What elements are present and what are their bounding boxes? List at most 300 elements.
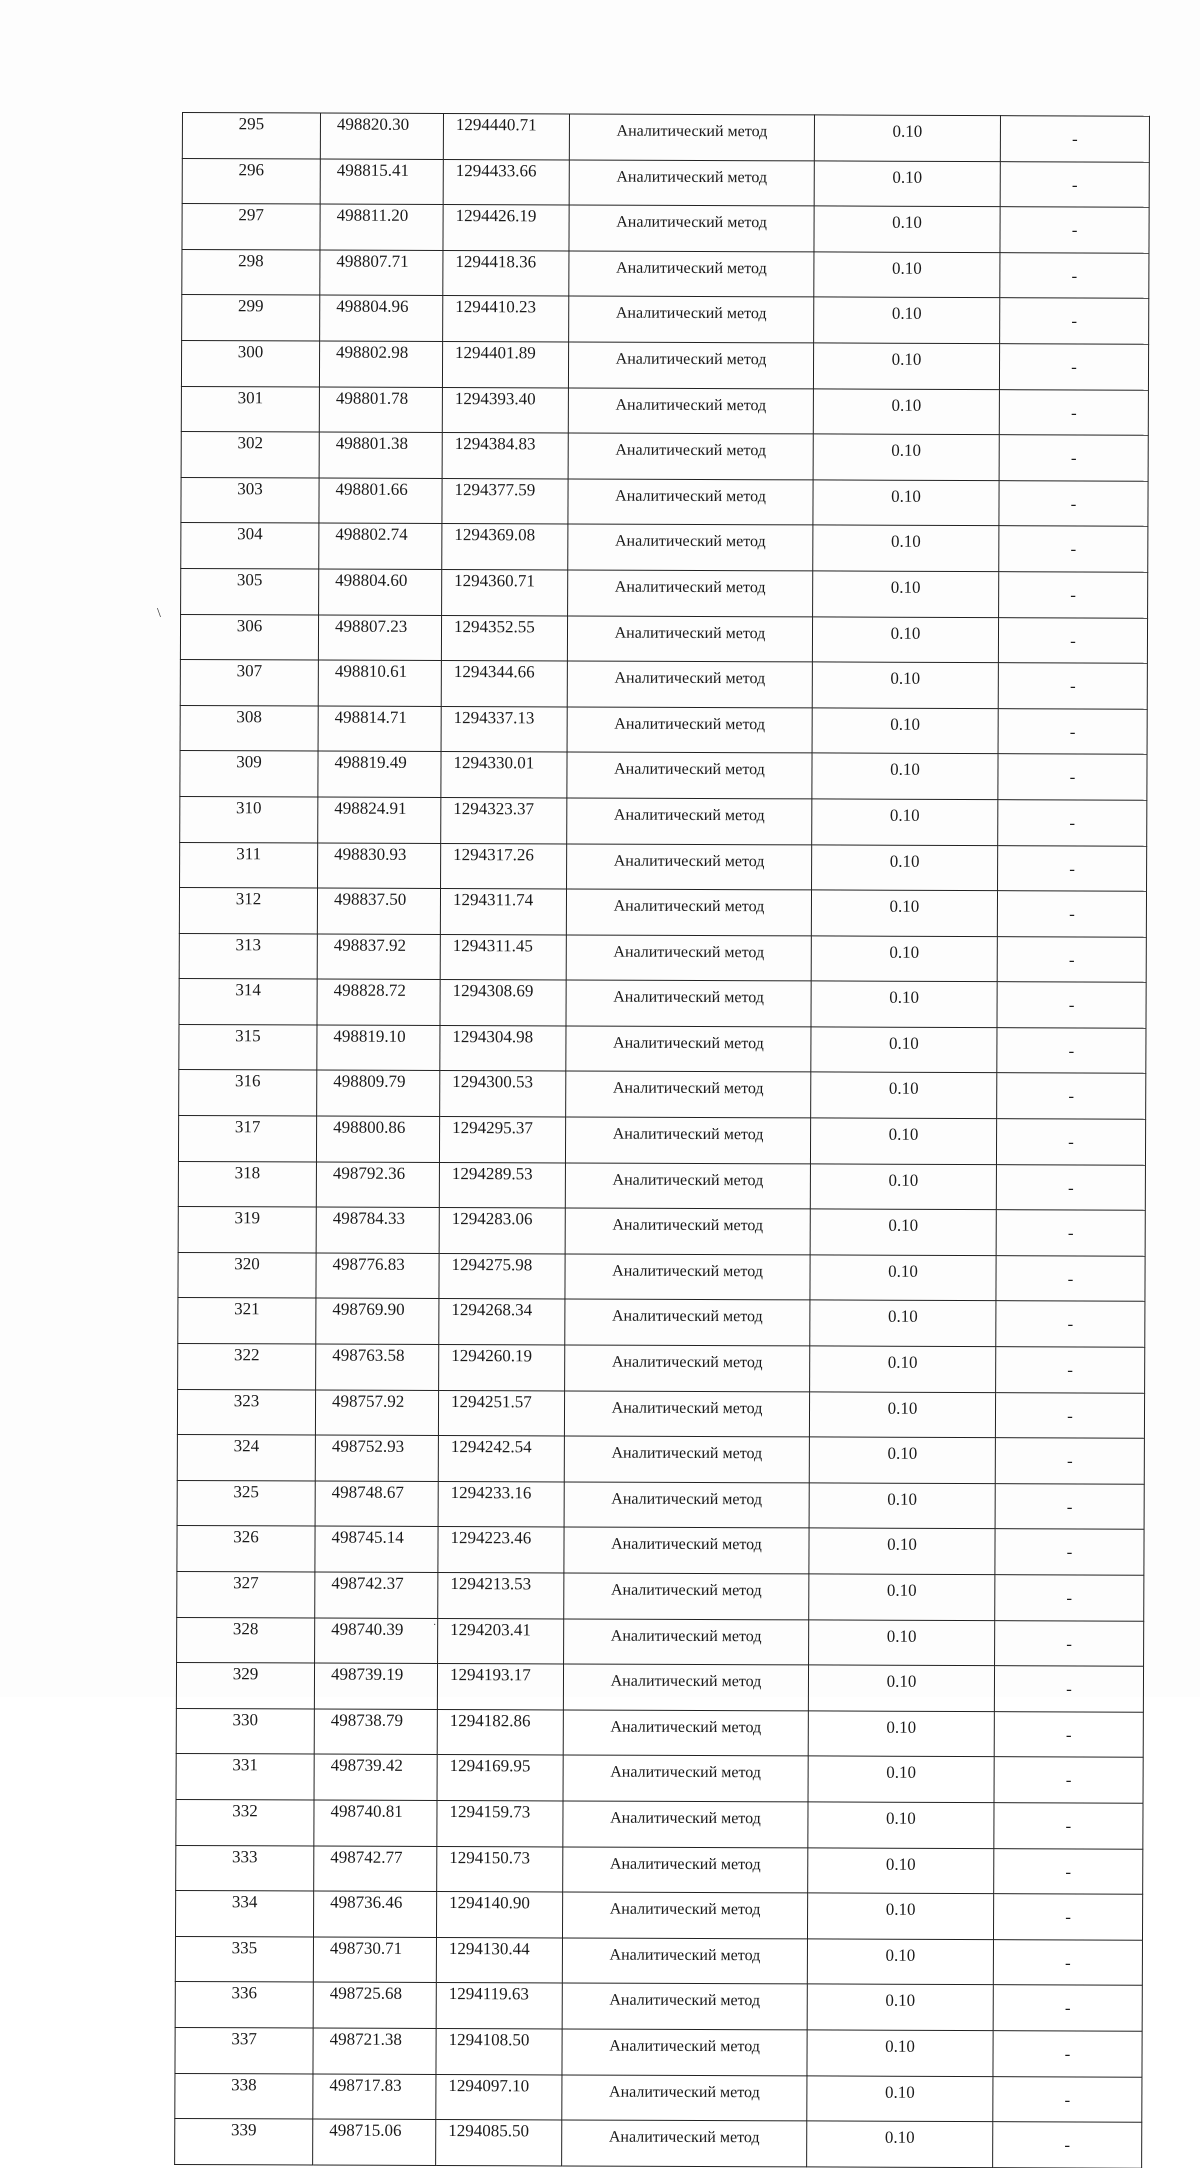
- note-cell: -: [997, 1073, 1146, 1119]
- x-coordinate-cell: 498739.19: [314, 1663, 437, 1709]
- accuracy-cell: 0.10: [814, 115, 1000, 161]
- note-cell: -: [994, 1848, 1143, 1894]
- table-row: [178, 1161, 1145, 1210]
- note-cell: -: [997, 982, 1146, 1028]
- point-number-cell: 299: [182, 295, 320, 341]
- y-coordinate-cell: 1294426.19: [443, 205, 569, 251]
- method-cell: Аналитический метод: [567, 707, 812, 754]
- note-cell: -: [998, 708, 1147, 754]
- point-number-cell: 316: [179, 1070, 317, 1116]
- accuracy-cell: 0.10: [814, 252, 1000, 298]
- table-row: [175, 2119, 1142, 2168]
- point-number-cell: 302: [181, 432, 319, 478]
- note-cell: -: [998, 663, 1147, 709]
- x-coordinate-cell: 498769.90: [316, 1298, 439, 1344]
- method-cell: Аналитический метод: [564, 1391, 809, 1438]
- accuracy-cell: 0.10: [813, 388, 999, 434]
- method-cell: Аналитический метод: [567, 616, 812, 663]
- accuracy-cell: 0.10: [809, 1392, 995, 1438]
- x-coordinate-cell: 498811.20: [320, 204, 443, 250]
- y-coordinate-cell: 1294159.73: [437, 1800, 563, 1846]
- point-number-cell: 332: [176, 1799, 314, 1845]
- table-row: [179, 1070, 1146, 1119]
- point-number-cell: 304: [181, 523, 319, 569]
- table-row: [180, 796, 1147, 845]
- note-cell: -: [998, 845, 1147, 891]
- method-cell: Аналитический метод: [569, 160, 814, 207]
- table-row: [179, 1024, 1146, 1073]
- table-row: [178, 1344, 1145, 1393]
- accuracy-cell: 0.10: [809, 1437, 995, 1483]
- table-row: [182, 113, 1149, 162]
- accuracy-cell: 0.10: [809, 1620, 995, 1666]
- table-row: [178, 1207, 1145, 1256]
- method-cell: Аналитический метод: [562, 2120, 807, 2167]
- point-number-cell: 334: [175, 1891, 313, 1937]
- y-coordinate-cell: 1294300.53: [440, 1071, 566, 1117]
- method-cell: Аналитический метод: [569, 296, 814, 343]
- y-coordinate-cell: 1294393.40: [442, 387, 568, 433]
- table-row: [177, 1389, 1144, 1438]
- method-cell: Аналитический метод: [568, 479, 813, 526]
- y-coordinate-cell: 1294108.50: [436, 2028, 562, 2074]
- x-coordinate-cell: 498830.93: [318, 843, 441, 889]
- y-coordinate-cell: 1294330.01: [441, 752, 567, 798]
- accuracy-cell: 0.10: [807, 1939, 993, 1985]
- y-coordinate-cell: 1294433.66: [443, 159, 569, 205]
- table-row: [177, 1435, 1144, 1484]
- y-coordinate-cell: 1294193.17: [437, 1664, 563, 1710]
- method-cell: Аналитический метод: [563, 1664, 808, 1711]
- note-cell: -: [996, 1210, 1145, 1256]
- point-number-cell: 327: [177, 1571, 315, 1617]
- x-coordinate-cell: 498810.61: [318, 660, 441, 706]
- accuracy-cell: 0.10: [807, 1893, 993, 1939]
- y-coordinate-cell: 1294203.41: [438, 1618, 564, 1664]
- y-coordinate-cell: 1294418.36: [443, 250, 569, 296]
- note-cell: -: [999, 526, 1148, 572]
- point-number-cell: 329: [176, 1663, 314, 1709]
- accuracy-cell: 0.10: [813, 480, 999, 526]
- method-cell: Аналитический метод: [565, 1163, 810, 1210]
- note-cell: -: [999, 480, 1148, 526]
- accuracy-cell: 0.10: [811, 890, 997, 936]
- table-row: [180, 705, 1147, 754]
- method-cell: Аналитический метод: [562, 2029, 807, 2076]
- y-coordinate-cell: 1294337.13: [441, 706, 567, 752]
- accuracy-cell: 0.10: [807, 2075, 993, 2121]
- method-cell: Аналитический метод: [563, 1710, 808, 1757]
- note-cell: -: [996, 1164, 1145, 1210]
- x-coordinate-cell: 498837.50: [317, 888, 440, 934]
- method-cell: Аналитический метод: [568, 524, 813, 571]
- x-coordinate-cell: 498815.41: [320, 159, 443, 205]
- x-coordinate-cell: 498824.91: [318, 797, 441, 843]
- method-cell: Аналитический метод: [566, 935, 811, 982]
- coordinates-table-body: [175, 113, 1150, 2168]
- table-row: [177, 1571, 1144, 1620]
- x-coordinate-cell: 498742.37: [315, 1572, 438, 1618]
- note-cell: -: [993, 2031, 1142, 2077]
- x-coordinate-cell: 498748.67: [315, 1481, 438, 1527]
- note-cell: -: [999, 389, 1148, 435]
- table-row: [178, 1298, 1145, 1347]
- accuracy-cell: 0.10: [809, 1483, 995, 1529]
- table-row: [176, 1799, 1143, 1848]
- table-row: [175, 1891, 1142, 1940]
- y-coordinate-cell: 1294085.50: [436, 2120, 562, 2166]
- y-coordinate-cell: 1294130.44: [436, 1937, 562, 1983]
- method-cell: Аналитический метод: [568, 433, 813, 480]
- accuracy-cell: 0.10: [809, 1528, 995, 1574]
- x-coordinate-cell: 498736.46: [313, 1891, 436, 1937]
- y-coordinate-cell: 1294295.37: [439, 1117, 565, 1163]
- point-number-cell: 328: [177, 1617, 315, 1663]
- accuracy-cell: 0.10: [807, 2030, 993, 2076]
- x-coordinate-cell: 498820.30: [320, 113, 443, 159]
- table-row: [177, 1480, 1144, 1529]
- table-row: [179, 888, 1146, 937]
- x-coordinate-cell: 498721.38: [313, 2028, 436, 2074]
- table-row: [180, 614, 1147, 663]
- coordinates-table: [174, 112, 1150, 2168]
- scan-mark: \: [157, 606, 161, 621]
- method-cell: Аналитический метод: [565, 1254, 810, 1301]
- point-number-cell: 297: [182, 204, 320, 250]
- accuracy-cell: 0.10: [813, 434, 999, 480]
- method-cell: Аналитический метод: [564, 1436, 809, 1483]
- note-cell: -: [998, 617, 1147, 663]
- point-number-cell: 314: [179, 979, 317, 1025]
- table-row: [175, 1936, 1142, 1985]
- table-row: [175, 1982, 1142, 2031]
- y-coordinate-cell: 1294140.90: [436, 1892, 562, 1938]
- y-coordinate-cell: 1294213.53: [438, 1572, 564, 1618]
- point-number-cell: 326: [177, 1526, 315, 1572]
- note-cell: -: [997, 936, 1146, 982]
- accuracy-cell: 0.10: [812, 799, 998, 845]
- point-number-cell: 311: [180, 842, 318, 888]
- note-cell: -: [995, 1575, 1144, 1621]
- method-cell: Аналитический метод: [565, 1345, 810, 1392]
- method-cell: Аналитический метод: [564, 1482, 809, 1529]
- method-cell: Аналитический метод: [562, 2075, 807, 2122]
- table-row: [181, 523, 1148, 572]
- accuracy-cell: 0.10: [810, 1164, 996, 1210]
- accuracy-cell: 0.10: [810, 1209, 996, 1255]
- note-cell: -: [996, 1119, 1145, 1165]
- note-cell: -: [997, 1028, 1146, 1074]
- y-coordinate-cell: 1294150.73: [437, 1846, 563, 1892]
- table-row: [181, 568, 1148, 617]
- note-cell: -: [995, 1483, 1144, 1529]
- y-coordinate-cell: 1294289.53: [439, 1162, 565, 1208]
- accuracy-cell: 0.10: [809, 1574, 995, 1620]
- y-coordinate-cell: 1294275.98: [439, 1253, 565, 1299]
- table-row: [178, 1116, 1145, 1165]
- x-coordinate-cell: 498801.66: [319, 478, 442, 524]
- note-cell: -: [997, 891, 1146, 937]
- point-number-cell: 323: [177, 1389, 315, 1435]
- x-coordinate-cell: 498828.72: [317, 979, 440, 1025]
- x-coordinate-cell: 498801.38: [319, 432, 442, 478]
- note-cell: -: [994, 1711, 1143, 1757]
- note-cell: -: [994, 1757, 1143, 1803]
- point-number-cell: 307: [180, 660, 318, 706]
- method-cell: Аналитический метод: [562, 1983, 807, 2030]
- note-cell: -: [993, 1894, 1142, 1940]
- x-coordinate-cell: 498739.42: [314, 1754, 437, 1800]
- method-cell: Аналитический метод: [565, 1117, 810, 1164]
- accuracy-cell: 0.10: [808, 1847, 994, 1893]
- y-coordinate-cell: 1294317.26: [441, 843, 567, 889]
- x-coordinate-cell: 498776.83: [316, 1253, 439, 1299]
- y-coordinate-cell: 1294268.34: [439, 1299, 565, 1345]
- y-coordinate-cell: 1294233.16: [438, 1481, 564, 1527]
- note-cell: -: [996, 1301, 1145, 1347]
- method-cell: Аналитический метод: [566, 889, 811, 936]
- y-coordinate-cell: 1294119.63: [436, 1983, 562, 2029]
- x-coordinate-cell: 498804.96: [320, 295, 443, 341]
- point-number-cell: 331: [176, 1754, 314, 1800]
- point-number-cell: 305: [181, 568, 319, 614]
- point-number-cell: 295: [182, 113, 320, 159]
- point-number-cell: 333: [176, 1845, 314, 1891]
- point-number-cell: 312: [179, 888, 317, 934]
- note-cell: -: [995, 1392, 1144, 1438]
- y-coordinate-cell: 1294311.74: [440, 889, 566, 935]
- y-coordinate-cell: 1294410.23: [443, 296, 569, 342]
- method-cell: Аналитический метод: [565, 1208, 810, 1255]
- method-cell: Аналитический метод: [564, 1527, 809, 1574]
- y-coordinate-cell: 1294283.06: [439, 1208, 565, 1254]
- table-row: [182, 295, 1149, 344]
- method-cell: Аналитический метод: [569, 114, 814, 161]
- accuracy-cell: 0.10: [810, 1300, 996, 1346]
- table-row: [180, 842, 1147, 891]
- method-cell: Аналитический метод: [562, 1892, 807, 1939]
- x-coordinate-cell: 498757.92: [315, 1390, 438, 1436]
- accuracy-cell: 0.10: [814, 297, 1000, 343]
- method-cell: Аналитический метод: [566, 980, 811, 1027]
- y-coordinate-cell: 1294384.83: [442, 433, 568, 479]
- x-coordinate-cell: 498819.49: [318, 751, 441, 797]
- point-number-cell: 319: [178, 1207, 316, 1253]
- method-cell: Аналитический метод: [567, 798, 812, 845]
- method-cell: Аналитический метод: [567, 843, 812, 890]
- accuracy-cell: 0.10: [808, 1665, 994, 1711]
- accuracy-cell: 0.10: [812, 616, 998, 662]
- method-cell: Аналитический метод: [567, 752, 812, 799]
- point-number-cell: 330: [176, 1708, 314, 1754]
- note-cell: -: [993, 2076, 1142, 2122]
- x-coordinate-cell: 498807.23: [318, 615, 441, 661]
- x-coordinate-cell: 498738.79: [314, 1709, 437, 1755]
- point-number-cell: 337: [175, 2027, 313, 2073]
- x-coordinate-cell: 498742.77: [314, 1846, 437, 1892]
- note-cell: -: [1000, 207, 1149, 253]
- note-cell: -: [996, 1347, 1145, 1393]
- scan-mark: ·: [433, 1620, 437, 1631]
- y-coordinate-cell: 1294308.69: [440, 980, 566, 1026]
- point-number-cell: 338: [175, 2073, 313, 2119]
- x-coordinate-cell: 498715.06: [313, 2119, 436, 2165]
- note-cell: -: [1000, 252, 1149, 298]
- y-coordinate-cell: 1294401.89: [442, 341, 568, 387]
- y-coordinate-cell: 1294097.10: [436, 2074, 562, 2120]
- table-row: [175, 2073, 1142, 2122]
- y-coordinate-cell: 1294304.98: [440, 1025, 566, 1071]
- x-coordinate-cell: 498730.71: [313, 1937, 436, 1983]
- method-cell: Аналитический метод: [566, 1026, 811, 1073]
- accuracy-cell: 0.10: [810, 1255, 996, 1301]
- accuracy-cell: 0.10: [812, 753, 998, 799]
- x-coordinate-cell: 498804.60: [319, 569, 442, 615]
- table-row: [176, 1708, 1143, 1757]
- y-coordinate-cell: 1294260.19: [439, 1345, 565, 1391]
- method-cell: Аналитический метод: [563, 1801, 808, 1848]
- table-row: [180, 660, 1147, 709]
- note-cell: -: [998, 754, 1147, 800]
- accuracy-cell: 0.10: [811, 1072, 997, 1118]
- point-number-cell: 296: [182, 158, 320, 204]
- table-row: [182, 158, 1149, 207]
- point-number-cell: 308: [180, 705, 318, 751]
- table-row: [181, 386, 1148, 435]
- x-coordinate-cell: 498725.68: [313, 1982, 436, 2028]
- point-number-cell: 320: [178, 1252, 316, 1298]
- table-row: [177, 1526, 1144, 1575]
- point-number-cell: 310: [180, 796, 318, 842]
- note-cell: -: [999, 344, 1148, 390]
- accuracy-cell: 0.10: [813, 571, 999, 617]
- accuracy-cell: 0.10: [813, 343, 999, 389]
- accuracy-cell: 0.10: [807, 1984, 993, 2030]
- y-coordinate-cell: 1294352.55: [441, 615, 567, 661]
- note-cell: -: [999, 435, 1148, 481]
- y-coordinate-cell: 1294223.46: [438, 1527, 564, 1573]
- x-coordinate-cell: 498740.39: [315, 1618, 438, 1664]
- x-coordinate-cell: 498802.74: [319, 523, 442, 569]
- note-cell: -: [1000, 161, 1149, 207]
- accuracy-cell: 0.10: [808, 1711, 994, 1757]
- table-row: [182, 204, 1149, 253]
- x-coordinate-cell: 498809.79: [317, 1070, 440, 1116]
- x-coordinate-cell: 498792.36: [316, 1162, 439, 1208]
- method-cell: Аналитический метод: [563, 1755, 808, 1802]
- x-coordinate-cell: 498717.83: [313, 2074, 436, 2120]
- method-cell: Аналитический метод: [564, 1619, 809, 1666]
- method-cell: Аналитический метод: [569, 205, 814, 252]
- table-row: [176, 1663, 1143, 1712]
- note-cell: -: [1000, 116, 1149, 162]
- point-number-cell: 322: [178, 1344, 316, 1390]
- accuracy-cell: 0.10: [808, 1756, 994, 1802]
- table-row: [178, 1252, 1145, 1301]
- x-coordinate-cell: 498801.78: [319, 387, 442, 433]
- point-number-cell: 324: [177, 1435, 315, 1481]
- accuracy-cell: 0.10: [814, 161, 1000, 207]
- table-row: [176, 1845, 1143, 1894]
- table-row: [182, 249, 1149, 298]
- note-cell: -: [994, 1803, 1143, 1849]
- point-number-cell: 339: [175, 2119, 313, 2165]
- table-row: [181, 432, 1148, 481]
- y-coordinate-cell: 1294251.57: [438, 1390, 564, 1436]
- note-cell: -: [993, 2122, 1142, 2168]
- note-cell: -: [994, 1666, 1143, 1712]
- accuracy-cell: 0.10: [813, 525, 999, 571]
- x-coordinate-cell: 498784.33: [316, 1207, 439, 1253]
- point-number-cell: 315: [179, 1024, 317, 1070]
- method-cell: Аналитический метод: [566, 1071, 811, 1118]
- table-row: [180, 751, 1147, 800]
- accuracy-cell: 0.10: [812, 708, 998, 754]
- point-number-cell: 321: [178, 1298, 316, 1344]
- note-cell: -: [995, 1529, 1144, 1575]
- point-number-cell: 301: [181, 386, 319, 432]
- x-coordinate-cell: 498763.58: [316, 1344, 439, 1390]
- point-number-cell: 313: [179, 933, 317, 979]
- x-coordinate-cell: 498740.81: [314, 1800, 437, 1846]
- method-cell: Аналитический метод: [569, 251, 814, 298]
- method-cell: Аналитический метод: [568, 388, 813, 435]
- method-cell: Аналитический метод: [563, 1847, 808, 1894]
- note-cell: -: [999, 572, 1148, 618]
- note-cell: -: [1000, 298, 1149, 344]
- y-coordinate-cell: 1294169.95: [437, 1755, 563, 1801]
- x-coordinate-cell: 498752.93: [315, 1435, 438, 1481]
- table-row: [181, 477, 1148, 526]
- note-cell: -: [993, 1985, 1142, 2031]
- table-row: [179, 979, 1146, 1028]
- point-number-cell: 325: [177, 1480, 315, 1526]
- table-row: [176, 1754, 1143, 1803]
- accuracy-cell: 0.10: [811, 1027, 997, 1073]
- y-coordinate-cell: 1294440.71: [443, 114, 569, 160]
- point-number-cell: 309: [180, 751, 318, 797]
- y-coordinate-cell: 1294377.59: [442, 478, 568, 524]
- y-coordinate-cell: 1294311.45: [440, 934, 566, 980]
- table-row: [175, 2027, 1142, 2076]
- accuracy-cell: 0.10: [811, 981, 997, 1027]
- y-coordinate-cell: 1294242.54: [438, 1436, 564, 1482]
- accuracy-cell: 0.10: [811, 936, 997, 982]
- point-number-cell: 336: [175, 1982, 313, 2028]
- accuracy-cell: 0.10: [807, 2121, 993, 2167]
- y-coordinate-cell: 1294360.71: [442, 569, 568, 615]
- accuracy-cell: 0.10: [814, 206, 1000, 252]
- method-cell: Аналитический метод: [567, 661, 812, 708]
- point-number-cell: 317: [178, 1116, 316, 1162]
- point-number-cell: 335: [175, 1936, 313, 1982]
- point-number-cell: 298: [182, 249, 320, 295]
- method-cell: Аналитический метод: [568, 570, 813, 617]
- accuracy-cell: 0.10: [812, 662, 998, 708]
- point-number-cell: 300: [181, 340, 319, 386]
- point-number-cell: 318: [178, 1161, 316, 1207]
- x-coordinate-cell: 498814.71: [318, 706, 441, 752]
- note-cell: -: [996, 1255, 1145, 1301]
- x-coordinate-cell: 498745.14: [315, 1526, 438, 1572]
- x-coordinate-cell: 498819.10: [317, 1025, 440, 1071]
- note-cell: -: [993, 1939, 1142, 1985]
- method-cell: Аналитический метод: [562, 1938, 807, 1985]
- accuracy-cell: 0.10: [810, 1118, 996, 1164]
- x-coordinate-cell: 498802.98: [319, 341, 442, 387]
- x-coordinate-cell: 498800.86: [316, 1116, 439, 1162]
- table-row: [177, 1617, 1144, 1666]
